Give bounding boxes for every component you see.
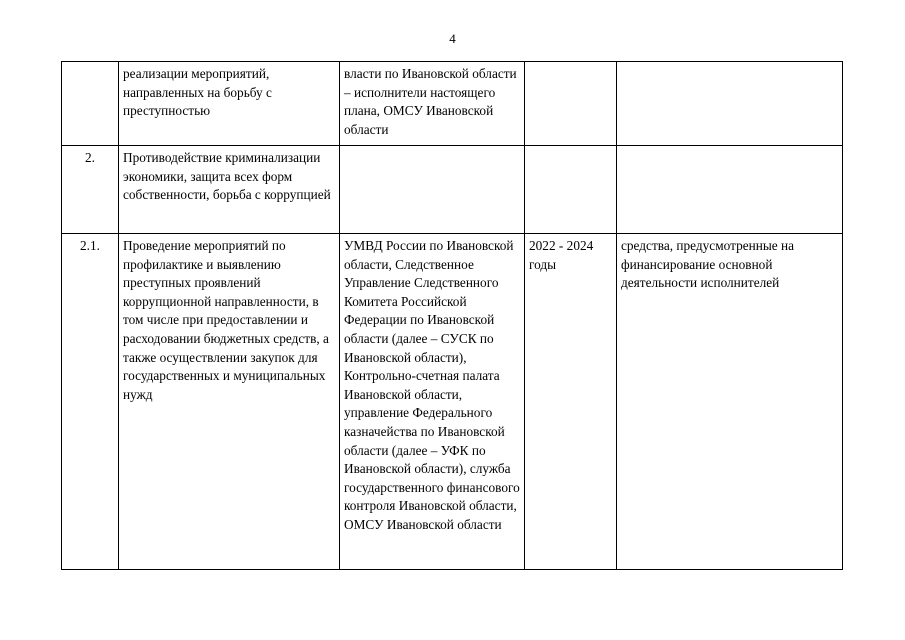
plan-table	[61, 61, 843, 570]
funding-cell	[617, 62, 843, 146]
term-cell: 2022 - 2024 годы	[525, 234, 617, 570]
executors-cell	[340, 146, 525, 234]
table-row	[62, 234, 843, 570]
executors-cell: УМВД России по Ивановской области, Следственное Управление Следственного Комитета Российской Федерации по Ивановской области (далее – СУСК по Ивановской области), Контрольно-счетная палата Ивановской области, управление Федерального казначейства по Ивановской области (далее – УФК по Ивановской области), служба государственного финансового контроля Ивановской области, ОМСУ Ивановской области	[340, 234, 525, 570]
item-number-cell	[62, 62, 119, 146]
table-row	[62, 146, 843, 234]
action-cell: Проведение мероприятий по профилактике и выявлению преступных проявлений коррупционной направленности, в том числе при предоставлении и расходовании бюджетных средств, а также осуществлении закупок для государственных и муниципальных нужд	[119, 234, 340, 570]
item-number-cell: 2.	[62, 146, 119, 234]
table-row	[62, 62, 843, 146]
funding-cell: средства, предусмотренные на финансирование основной деятельности исполнителей	[617, 234, 843, 570]
executors-cell: власти по Ивановской области – исполнители настоящего плана, ОМСУ Ивановской области	[340, 62, 525, 146]
item-number-cell: 2.1.	[62, 234, 119, 570]
term-cell	[525, 62, 617, 146]
term-cell	[525, 146, 617, 234]
funding-cell	[617, 146, 843, 234]
action-cell: реализации мероприятий, направленных на борьбу с преступностью	[119, 62, 340, 146]
action-cell: Противодействие криминализации экономики, защита всех форм собственности, борьба с коррупцией	[119, 146, 340, 234]
page-number: 4	[449, 31, 456, 46]
